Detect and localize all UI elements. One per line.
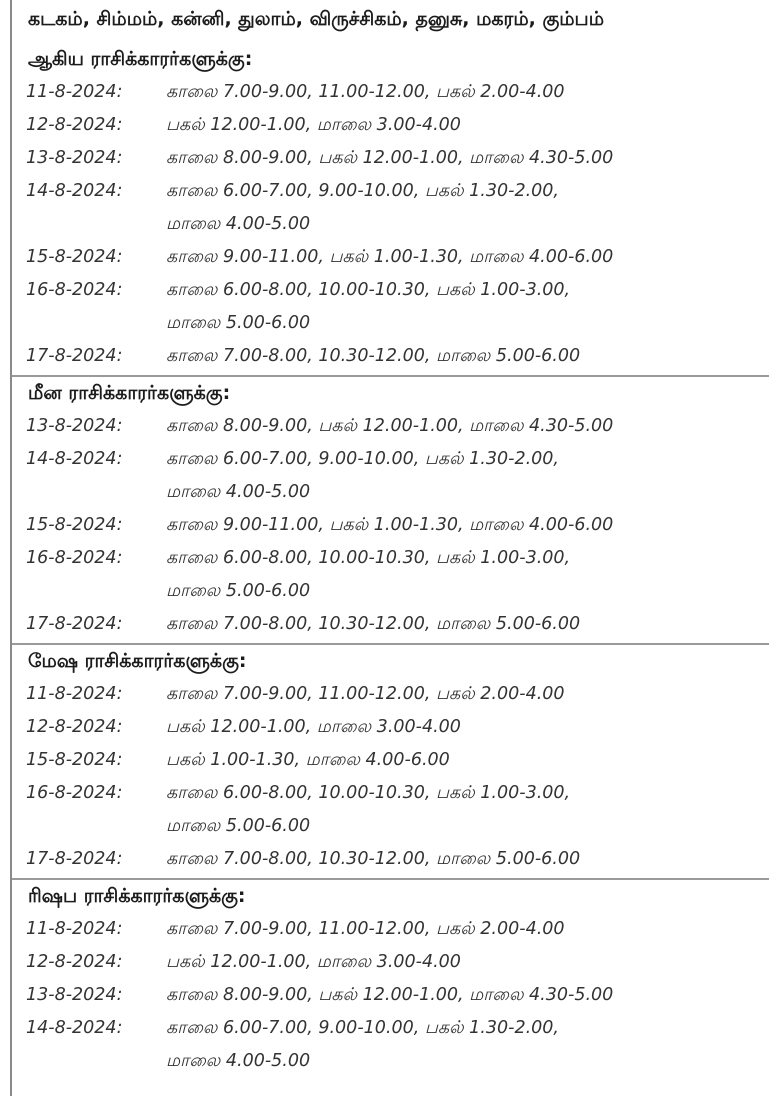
schedule-row	[12, 509, 769, 542]
schedule-row	[12, 109, 769, 142]
time-slot-line: காலை 8.00-9.00, பகல் 12.00-1.00, மாலை 4.30-5.00	[166, 985, 614, 1005]
time-slots	[166, 241, 769, 274]
schedule-row	[12, 979, 769, 1012]
time-slots	[166, 274, 769, 340]
row-date: 17-8-2024:	[26, 614, 123, 634]
schedule-row	[12, 777, 769, 843]
row-date: 12-8-2024:	[26, 952, 123, 972]
section-heading: மீன ராசிக்காரர்களுக்கு:	[28, 382, 231, 404]
time-slot-line: மாலை 5.00-6.00	[166, 816, 311, 836]
time-slot-line: காலை 7.00-8.00, 10.30-12.00, மாலை 5.00-6.00	[166, 346, 581, 366]
schedule-row	[12, 175, 769, 241]
row-date: 12-8-2024:	[26, 115, 123, 135]
schedule-row	[12, 711, 769, 744]
time-slot-line: பகல் 12.00-1.00, மாலை 3.00-4.00	[166, 952, 461, 972]
time-slot-line: காலை 9.00-11.00, பகல் 1.00-1.30, மாலை 4.00-6.00	[166, 515, 614, 535]
schedule-row	[12, 678, 769, 711]
time-slots	[166, 711, 769, 744]
row-date: 13-8-2024:	[26, 416, 123, 436]
time-slot-line: காலை 6.00-7.00, 9.00-10.00, பகல் 1.30-2.00,	[166, 449, 559, 469]
row-date: 14-8-2024:	[26, 181, 123, 201]
time-slot-line: மாலை 4.00-5.00	[166, 214, 311, 234]
time-slots	[166, 744, 769, 777]
row-date: 15-8-2024:	[26, 247, 123, 267]
time-slots	[166, 76, 769, 109]
section-heading: ஆகிய ராசிக்காரர்களுக்கு:	[28, 48, 253, 70]
rasi-section	[12, 645, 769, 880]
time-slot-line: காலை 6.00-8.00, 10.00-10.30, பகல் 1.00-3.00,	[166, 783, 571, 803]
schedule-row	[12, 443, 769, 509]
row-date: 11-8-2024:	[26, 82, 123, 102]
rasi-section	[12, 377, 769, 645]
schedule-row	[12, 913, 769, 946]
schedule-row	[12, 241, 769, 274]
time-slot-line: காலை 9.00-11.00, பகல் 1.00-1.30, மாலை 4.00-6.00	[166, 247, 614, 267]
schedule-row	[12, 340, 769, 373]
row-date: 17-8-2024:	[26, 346, 123, 366]
time-slot-line: மாலை 5.00-6.00	[166, 581, 311, 601]
time-slot-line: காலை 7.00-9.00, 11.00-12.00, பகல் 2.00-4.00	[166, 919, 565, 939]
schedule-row	[12, 542, 769, 608]
schedule-row	[12, 142, 769, 175]
row-date: 14-8-2024:	[26, 449, 123, 469]
time-slot-line: காலை 8.00-9.00, பகல் 12.00-1.00, மாலை 4.30-5.00	[166, 148, 614, 168]
time-slots	[166, 542, 769, 608]
time-slot-line: காலை 7.00-9.00, 11.00-12.00, பகல் 2.00-4.00	[166, 82, 565, 102]
row-date: 15-8-2024:	[26, 750, 123, 770]
schedule-row	[12, 744, 769, 777]
schedule-table	[10, 0, 769, 1096]
rasi-section	[12, 0, 769, 377]
time-slots	[166, 410, 769, 443]
row-date: 15-8-2024:	[26, 515, 123, 535]
time-slots	[166, 913, 769, 946]
time-slots	[166, 340, 769, 373]
schedule-row	[12, 274, 769, 340]
rasi-section	[12, 880, 769, 1080]
time-slots	[166, 678, 769, 711]
time-slot-line: காலை 7.00-8.00, 10.30-12.00, மாலை 5.00-6.00	[166, 849, 581, 869]
time-slots	[166, 109, 769, 142]
time-slot-line: காலை 6.00-7.00, 9.00-10.00, பகல் 1.30-2.00,	[166, 181, 559, 201]
schedule-row	[12, 608, 769, 641]
time-slots	[166, 946, 769, 979]
time-slots	[166, 843, 769, 876]
time-slot-line: காலை 7.00-9.00, 11.00-12.00, பகல் 2.00-4.00	[166, 684, 565, 704]
time-slot-line: பகல் 12.00-1.00, மாலை 3.00-4.00	[166, 717, 461, 737]
time-slot-line: மாலை 5.00-6.00	[166, 313, 311, 333]
time-slots	[166, 175, 769, 241]
row-date: 16-8-2024:	[26, 783, 123, 803]
time-slot-line: காலை 8.00-9.00, பகல் 12.00-1.00, மாலை 4.30-5.00	[166, 416, 614, 436]
time-slot-line: பகல் 12.00-1.00, மாலை 3.00-4.00	[166, 115, 461, 135]
row-date: 11-8-2024:	[26, 684, 123, 704]
schedule-row	[12, 843, 769, 876]
section-heading: கடகம், சிம்மம், கன்னி, துலாம், விருச்சிகம், தனுசு, மகரம், கும்பம்	[28, 8, 604, 30]
time-slot-line: மாலை 4.00-5.00	[166, 1051, 311, 1071]
time-slot-line: காலை 7.00-8.00, 10.30-12.00, மாலை 5.00-6.00	[166, 614, 581, 634]
time-slots	[166, 1012, 769, 1078]
row-date: 16-8-2024:	[26, 280, 123, 300]
row-date: 16-8-2024:	[26, 548, 123, 568]
time-slots	[166, 608, 769, 641]
row-date: 11-8-2024:	[26, 919, 123, 939]
time-slots	[166, 777, 769, 843]
section-heading: ரிஷப ராசிக்காரர்களுக்கு:	[28, 885, 246, 907]
time-slot-line: பகல் 1.00-1.30, மாலை 4.00-6.00	[166, 750, 450, 770]
section-heading: மேஷ ராசிக்காரர்களுக்கு:	[28, 650, 247, 672]
time-slot-line: மாலை 4.00-5.00	[166, 482, 311, 502]
row-date: 14-8-2024:	[26, 1018, 123, 1038]
time-slots	[166, 443, 769, 509]
time-slot-line: காலை 6.00-7.00, 9.00-10.00, பகல் 1.30-2.00,	[166, 1018, 559, 1038]
time-slot-line: காலை 6.00-8.00, 10.00-10.30, பகல் 1.00-3.00,	[166, 548, 571, 568]
schedule-row	[12, 946, 769, 979]
row-date: 17-8-2024:	[26, 849, 123, 869]
time-slots	[166, 142, 769, 175]
time-slots	[166, 509, 769, 542]
schedule-row	[12, 1012, 769, 1078]
row-date: 12-8-2024:	[26, 717, 123, 737]
schedule-row	[12, 76, 769, 109]
schedule-row	[12, 410, 769, 443]
row-date: 13-8-2024:	[26, 148, 123, 168]
row-date: 13-8-2024:	[26, 985, 123, 1005]
time-slots	[166, 979, 769, 1012]
time-slot-line: காலை 6.00-8.00, 10.00-10.30, பகல் 1.00-3.00,	[166, 280, 571, 300]
